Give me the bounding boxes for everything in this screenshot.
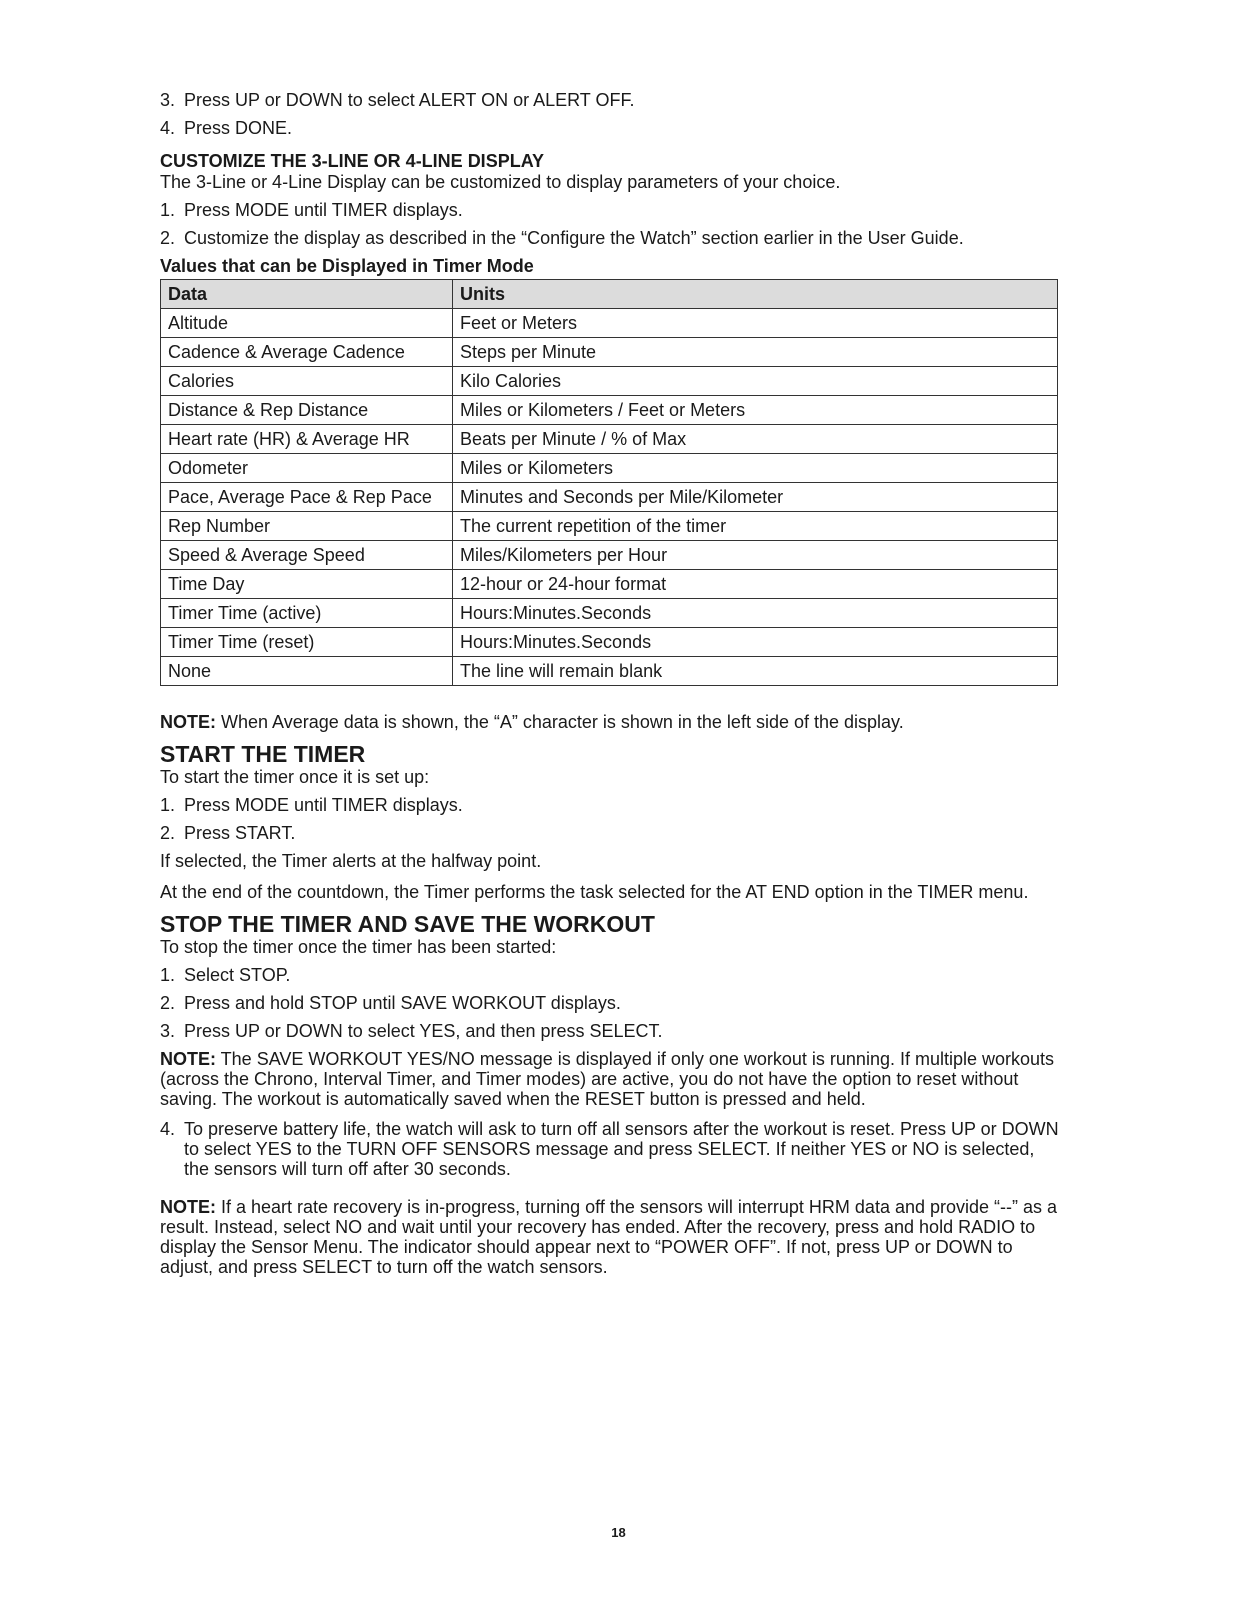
step-text: Press START. [184,823,296,843]
step-text: Press DONE. [184,118,293,138]
note-label: NOTE: [160,1049,216,1069]
cell-units: The current repetition of the timer [453,512,1058,541]
list-item [160,118,1060,139]
step-text: Press and hold STOP until SAVE WORKOUT displays. [184,993,621,1013]
step-number: 1. [160,965,176,985]
page-number: 18 [611,1525,626,1540]
cell-units: Miles/Kilometers per Hour [453,541,1058,570]
cell-data: Time Day [161,570,453,599]
table-row [161,657,1058,686]
table-header-row [161,280,1058,309]
paragraph: To start the timer once it is set up: [160,767,430,787]
cell-units: Steps per Minute [453,338,1058,367]
step-number: 1. [160,795,176,815]
cell-data: Heart rate (HR) & Average HR [161,425,453,454]
step-number: 4. [160,118,176,138]
list-item [160,90,1060,111]
note-text: When Average data is shown, the “A” character is shown in the left side of the display. [216,712,904,732]
list-item [160,228,1060,249]
cell-data: Rep Number [161,512,453,541]
note-label: NOTE: [160,1197,216,1217]
cell-data: Timer Time (active) [161,599,453,628]
cell-units: Beats per Minute / % of Max [453,425,1058,454]
cell-data: Distance & Rep Distance [161,396,453,425]
cell-data: Timer Time (reset) [161,628,453,657]
section-heading-stop: STOP THE TIMER AND SAVE THE WORKOUT [160,911,655,937]
table-row [161,570,1058,599]
cell-units: Hours:Minutes.Seconds [453,599,1058,628]
step-text: Select STOP. [184,965,291,985]
note-text: If a heart rate recovery is in-progress, turning off the sensors will interrupt HRM data and provide “--” as a result. Instead, select NO and wait until your recovery has ended. After the recovery, press and hold RADIO to display the Sensor Menu. The indicator should appear next to “POWER OFF”. If not, press UP or DOWN to adjust, and press SELECT to turn off the watch sensors. [160,1197,1058,1277]
table-row [161,367,1058,396]
list-item [160,823,1060,844]
note [160,1049,1060,1109]
note-label: NOTE: [160,712,216,732]
paragraph: If selected, the Timer alerts at the halfway point. [160,851,542,871]
list-item [160,1021,1060,1042]
table-row [161,512,1058,541]
note [160,712,1060,733]
page-content [160,90,1060,1284]
cell-data: Speed & Average Speed [161,541,453,570]
step-number: 2. [160,993,176,1013]
cell-data: Pace, Average Pace & Rep Pace [161,483,453,512]
cell-data: None [161,657,453,686]
paragraph: To stop the timer once the timer has been started: [160,937,557,957]
table-row [161,628,1058,657]
table-row [161,483,1058,512]
note [160,1197,1060,1277]
table-row [161,309,1058,338]
section-heading-start: START THE TIMER [160,741,366,767]
cell-units: Minutes and Seconds per Mile/Kilometer [453,483,1058,512]
step-text: To preserve battery life, the watch will ask to turn off all sensors after the workout is reset. Press UP or DOWN to select YES to the TURN OFF SENSORS message and press SELECT. If neither YES or NO is selected, the sensors will turn off after 30 seconds. [184,1119,1059,1179]
cell-units: Miles or Kilometers / Feet or Meters [453,396,1058,425]
cell-data: Calories [161,367,453,396]
cell-units: 12-hour or 24-hour format [453,570,1058,599]
table-row [161,541,1058,570]
section-heading-customize: CUSTOMIZE THE 3-LINE OR 4-LINE DISPLAY [160,151,545,171]
cell-data: Cadence & Average Cadence [161,338,453,367]
step-text: Press UP or DOWN to select ALERT ON or ALERT OFF. [184,90,635,110]
cell-data: Odometer [161,454,453,483]
cell-data: Altitude [161,309,453,338]
list-item [160,965,1060,986]
step-number: 2. [160,823,176,843]
cell-units: Miles or Kilometers [453,454,1058,483]
step-text: Customize the display as described in the “Configure the Watch” section earlier in the User Guide. [184,228,964,248]
step-number: 2. [160,228,176,248]
cell-units: Feet or Meters [453,309,1058,338]
cell-units: Hours:Minutes.Seconds [453,628,1058,657]
table-row [161,425,1058,454]
column-header-data: Data [161,280,453,309]
list-item [160,795,1060,816]
list-item [160,993,1060,1014]
table-row [161,396,1058,425]
step-number: 3. [160,90,176,110]
table-row [161,599,1058,628]
step-text: Press MODE until TIMER displays. [184,795,463,815]
step-text: Press UP or DOWN to select YES, and then press SELECT. [184,1021,663,1041]
values-table [160,279,1058,686]
table-row [161,454,1058,483]
cell-units: Kilo Calories [453,367,1058,396]
list-item [160,200,1060,221]
cell-units: The line will remain blank [453,657,1058,686]
step-number: 3. [160,1021,176,1041]
table-row [161,338,1058,367]
paragraph: The 3-Line or 4-Line Display can be customized to display parameters of your choice. [160,172,841,192]
table-caption: Values that can be Displayed in Timer Mode [160,256,534,276]
step-number: 4. [160,1119,176,1139]
column-header-units: Units [453,280,1058,309]
paragraph: At the end of the countdown, the Timer performs the task selected for the AT END option in the TIMER menu. [160,882,1029,902]
note-text: The SAVE WORKOUT YES/NO message is displayed if only one workout is running. If multiple workouts (across the Chrono, Interval Timer, and Timer modes) are active, you do not have the option to reset without saving. The workout is automatically saved when the RESET button is pressed and held. [160,1049,1055,1109]
list-item [160,1119,1060,1179]
step-text: Press MODE until TIMER displays. [184,200,463,220]
step-number: 1. [160,200,176,220]
